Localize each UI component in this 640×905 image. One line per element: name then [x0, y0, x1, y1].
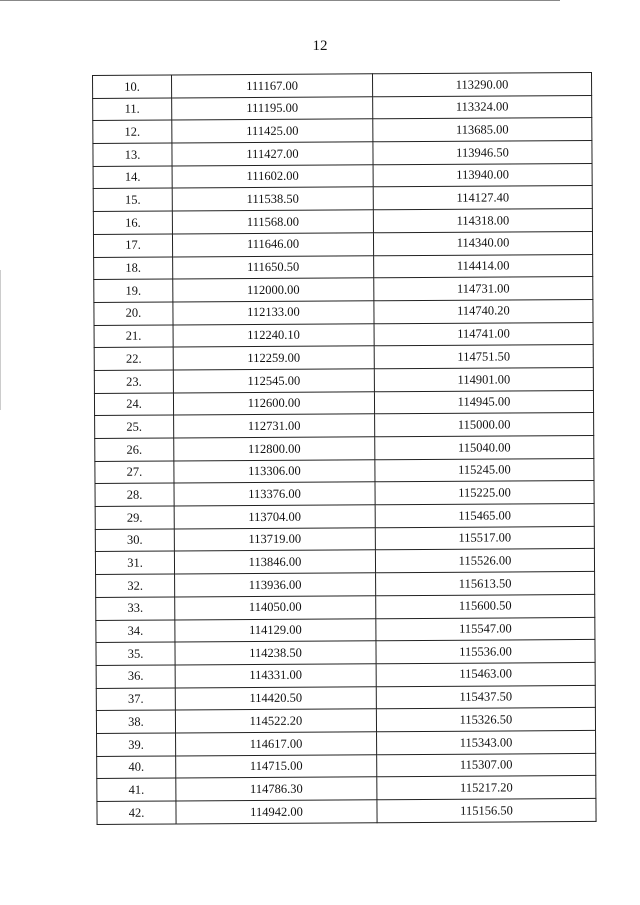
value-a-cell: 112800.00 [174, 437, 375, 461]
value-b-cell: 115245.00 [375, 458, 594, 482]
value-a-cell: 113704.00 [174, 505, 375, 529]
row-number-cell: 28. [95, 483, 174, 506]
row-number-cell: 39. [97, 733, 176, 756]
table-row [95, 526, 594, 552]
table-row [93, 141, 592, 167]
row-number-cell: 31. [95, 551, 174, 574]
value-b-cell: 114414.00 [374, 254, 593, 278]
row-number-cell: 19. [94, 279, 173, 302]
table-row [94, 299, 593, 325]
row-number-cell: 23. [94, 370, 173, 393]
value-b-cell: 114741.00 [374, 322, 593, 346]
scan-left-edge-mark [0, 270, 1, 410]
table-row [95, 504, 594, 530]
value-b-cell: 115217.20 [377, 776, 596, 800]
row-number-cell: 35. [96, 642, 175, 665]
value-b-cell: 115526.00 [375, 549, 594, 573]
table-row [96, 685, 595, 711]
value-a-cell: 112240.10 [173, 323, 374, 347]
table-row [95, 458, 594, 484]
value-b-cell: 113324.00 [373, 95, 592, 119]
table-row [97, 753, 596, 779]
row-number-cell: 16. [93, 211, 172, 234]
page-number: 12 [312, 38, 328, 54]
value-b-cell: 114751.50 [374, 345, 593, 369]
value-b-cell: 115225.00 [375, 481, 594, 505]
table-row [95, 413, 594, 439]
value-a-cell: 113846.00 [174, 550, 375, 574]
table-row [94, 254, 593, 280]
table-row [96, 594, 595, 620]
table-row [93, 231, 592, 257]
value-b-cell: 115343.00 [377, 730, 596, 754]
row-number-cell: 29. [95, 506, 174, 529]
value-b-cell: 115307.00 [377, 753, 596, 777]
value-b-cell: 113940.00 [373, 163, 592, 187]
row-number-cell: 13. [93, 143, 172, 166]
row-number-cell: 24. [94, 393, 173, 416]
value-b-cell: 114127.40 [373, 186, 592, 210]
value-a-cell: 113306.00 [174, 459, 375, 483]
table-row [94, 367, 593, 393]
row-number-cell: 10. [93, 75, 172, 98]
value-b-cell: 114740.20 [374, 299, 593, 323]
value-a-cell: 112600.00 [173, 391, 374, 415]
row-number-cell: 27. [95, 461, 174, 484]
value-a-cell: 112731.00 [174, 414, 375, 438]
value-b-cell: 115040.00 [375, 435, 594, 459]
row-number-cell: 32. [96, 574, 175, 597]
value-a-cell: 114786.30 [176, 777, 377, 801]
value-a-cell: 114238.50 [175, 641, 376, 665]
row-number-cell: 42. [97, 801, 176, 824]
row-number-cell: 20. [94, 302, 173, 325]
data-table-body [93, 72, 597, 824]
value-a-cell: 111538.50 [172, 187, 373, 211]
value-a-cell: 111427.00 [172, 142, 373, 166]
value-a-cell: 113719.00 [174, 528, 375, 552]
value-a-cell: 112545.00 [173, 369, 374, 393]
row-number-cell: 21. [94, 325, 173, 348]
value-b-cell: 114901.00 [374, 367, 593, 391]
value-b-cell: 114318.00 [373, 209, 592, 233]
row-number-cell: 33. [96, 597, 175, 620]
value-a-cell: 114715.00 [176, 754, 377, 778]
value-b-cell: 115465.00 [375, 504, 594, 528]
value-b-cell: 115326.50 [376, 708, 595, 732]
table-row [96, 572, 595, 598]
table-row [94, 345, 593, 371]
row-number-cell: 26. [95, 438, 174, 461]
table-row [93, 209, 592, 235]
table-row [96, 662, 595, 688]
value-a-cell: 111568.00 [172, 210, 373, 234]
value-a-cell: 113936.00 [175, 573, 376, 597]
data-table [92, 72, 597, 825]
row-number-cell: 30. [95, 529, 174, 552]
value-b-cell: 115437.50 [376, 685, 595, 709]
table-row [97, 776, 596, 802]
value-b-cell: 115536.00 [376, 640, 595, 664]
table-row [95, 549, 594, 575]
value-a-cell: 113376.00 [174, 482, 375, 506]
value-a-cell: 111602.00 [172, 165, 373, 189]
value-b-cell: 113685.00 [373, 118, 592, 142]
row-number-cell: 22. [94, 347, 173, 370]
table-row [97, 730, 596, 756]
value-a-cell: 112000.00 [173, 278, 374, 302]
table-row [93, 186, 592, 212]
table-row [96, 617, 595, 643]
value-a-cell: 114942.00 [176, 800, 377, 824]
value-b-cell: 113290.00 [372, 72, 591, 96]
value-b-cell: 115600.50 [376, 594, 595, 618]
row-number-cell: 14. [93, 166, 172, 189]
value-b-cell: 115000.00 [375, 413, 594, 437]
value-a-cell: 111425.00 [172, 119, 373, 143]
value-a-cell: 114050.00 [175, 596, 376, 620]
row-number-cell: 40. [97, 756, 176, 779]
table-row [93, 95, 592, 121]
value-a-cell: 114129.00 [175, 618, 376, 642]
row-number-cell: 17. [93, 234, 172, 257]
row-number-cell: 18. [94, 257, 173, 280]
value-a-cell: 111650.50 [173, 255, 374, 279]
value-b-cell: 115517.00 [375, 526, 594, 550]
table-row [95, 435, 594, 461]
row-number-cell: 36. [96, 665, 175, 688]
row-number-cell: 11. [93, 98, 172, 121]
row-number-cell: 12. [93, 120, 172, 143]
value-b-cell: 114340.00 [373, 231, 592, 255]
value-a-cell: 111195.00 [172, 96, 373, 120]
row-number-cell: 41. [97, 778, 176, 801]
data-table-container [92, 72, 597, 825]
value-a-cell: 114617.00 [176, 732, 377, 756]
value-b-cell: 113946.50 [373, 141, 592, 165]
value-b-cell: 115156.50 [377, 798, 596, 822]
table-row [94, 277, 593, 303]
table-row [93, 163, 592, 189]
table-row [93, 118, 592, 144]
value-b-cell: 115463.00 [376, 662, 595, 686]
table-row [97, 798, 596, 824]
table-row [93, 72, 592, 98]
value-a-cell: 112259.00 [173, 346, 374, 370]
value-b-cell: 115547.00 [376, 617, 595, 641]
row-number-cell: 25. [95, 415, 174, 438]
table-row [96, 708, 595, 734]
value-b-cell: 114731.00 [374, 277, 593, 301]
table-row [94, 390, 593, 416]
row-number-cell: 38. [96, 710, 175, 733]
value-a-cell: 114331.00 [175, 664, 376, 688]
value-a-cell: 114522.20 [175, 709, 376, 733]
table-row [94, 322, 593, 348]
table-row [95, 481, 594, 507]
value-a-cell: 111646.00 [172, 233, 373, 257]
value-b-cell: 114945.00 [374, 390, 593, 414]
row-number-cell: 34. [96, 620, 175, 643]
value-b-cell: 115613.50 [376, 572, 595, 596]
value-a-cell: 112133.00 [173, 301, 374, 325]
row-number-cell: 37. [96, 688, 175, 711]
scan-top-edge [0, 0, 560, 1]
table-row [96, 640, 595, 666]
row-number-cell: 15. [93, 188, 172, 211]
value-a-cell: 111167.00 [172, 74, 373, 98]
value-a-cell: 114420.50 [175, 686, 376, 710]
